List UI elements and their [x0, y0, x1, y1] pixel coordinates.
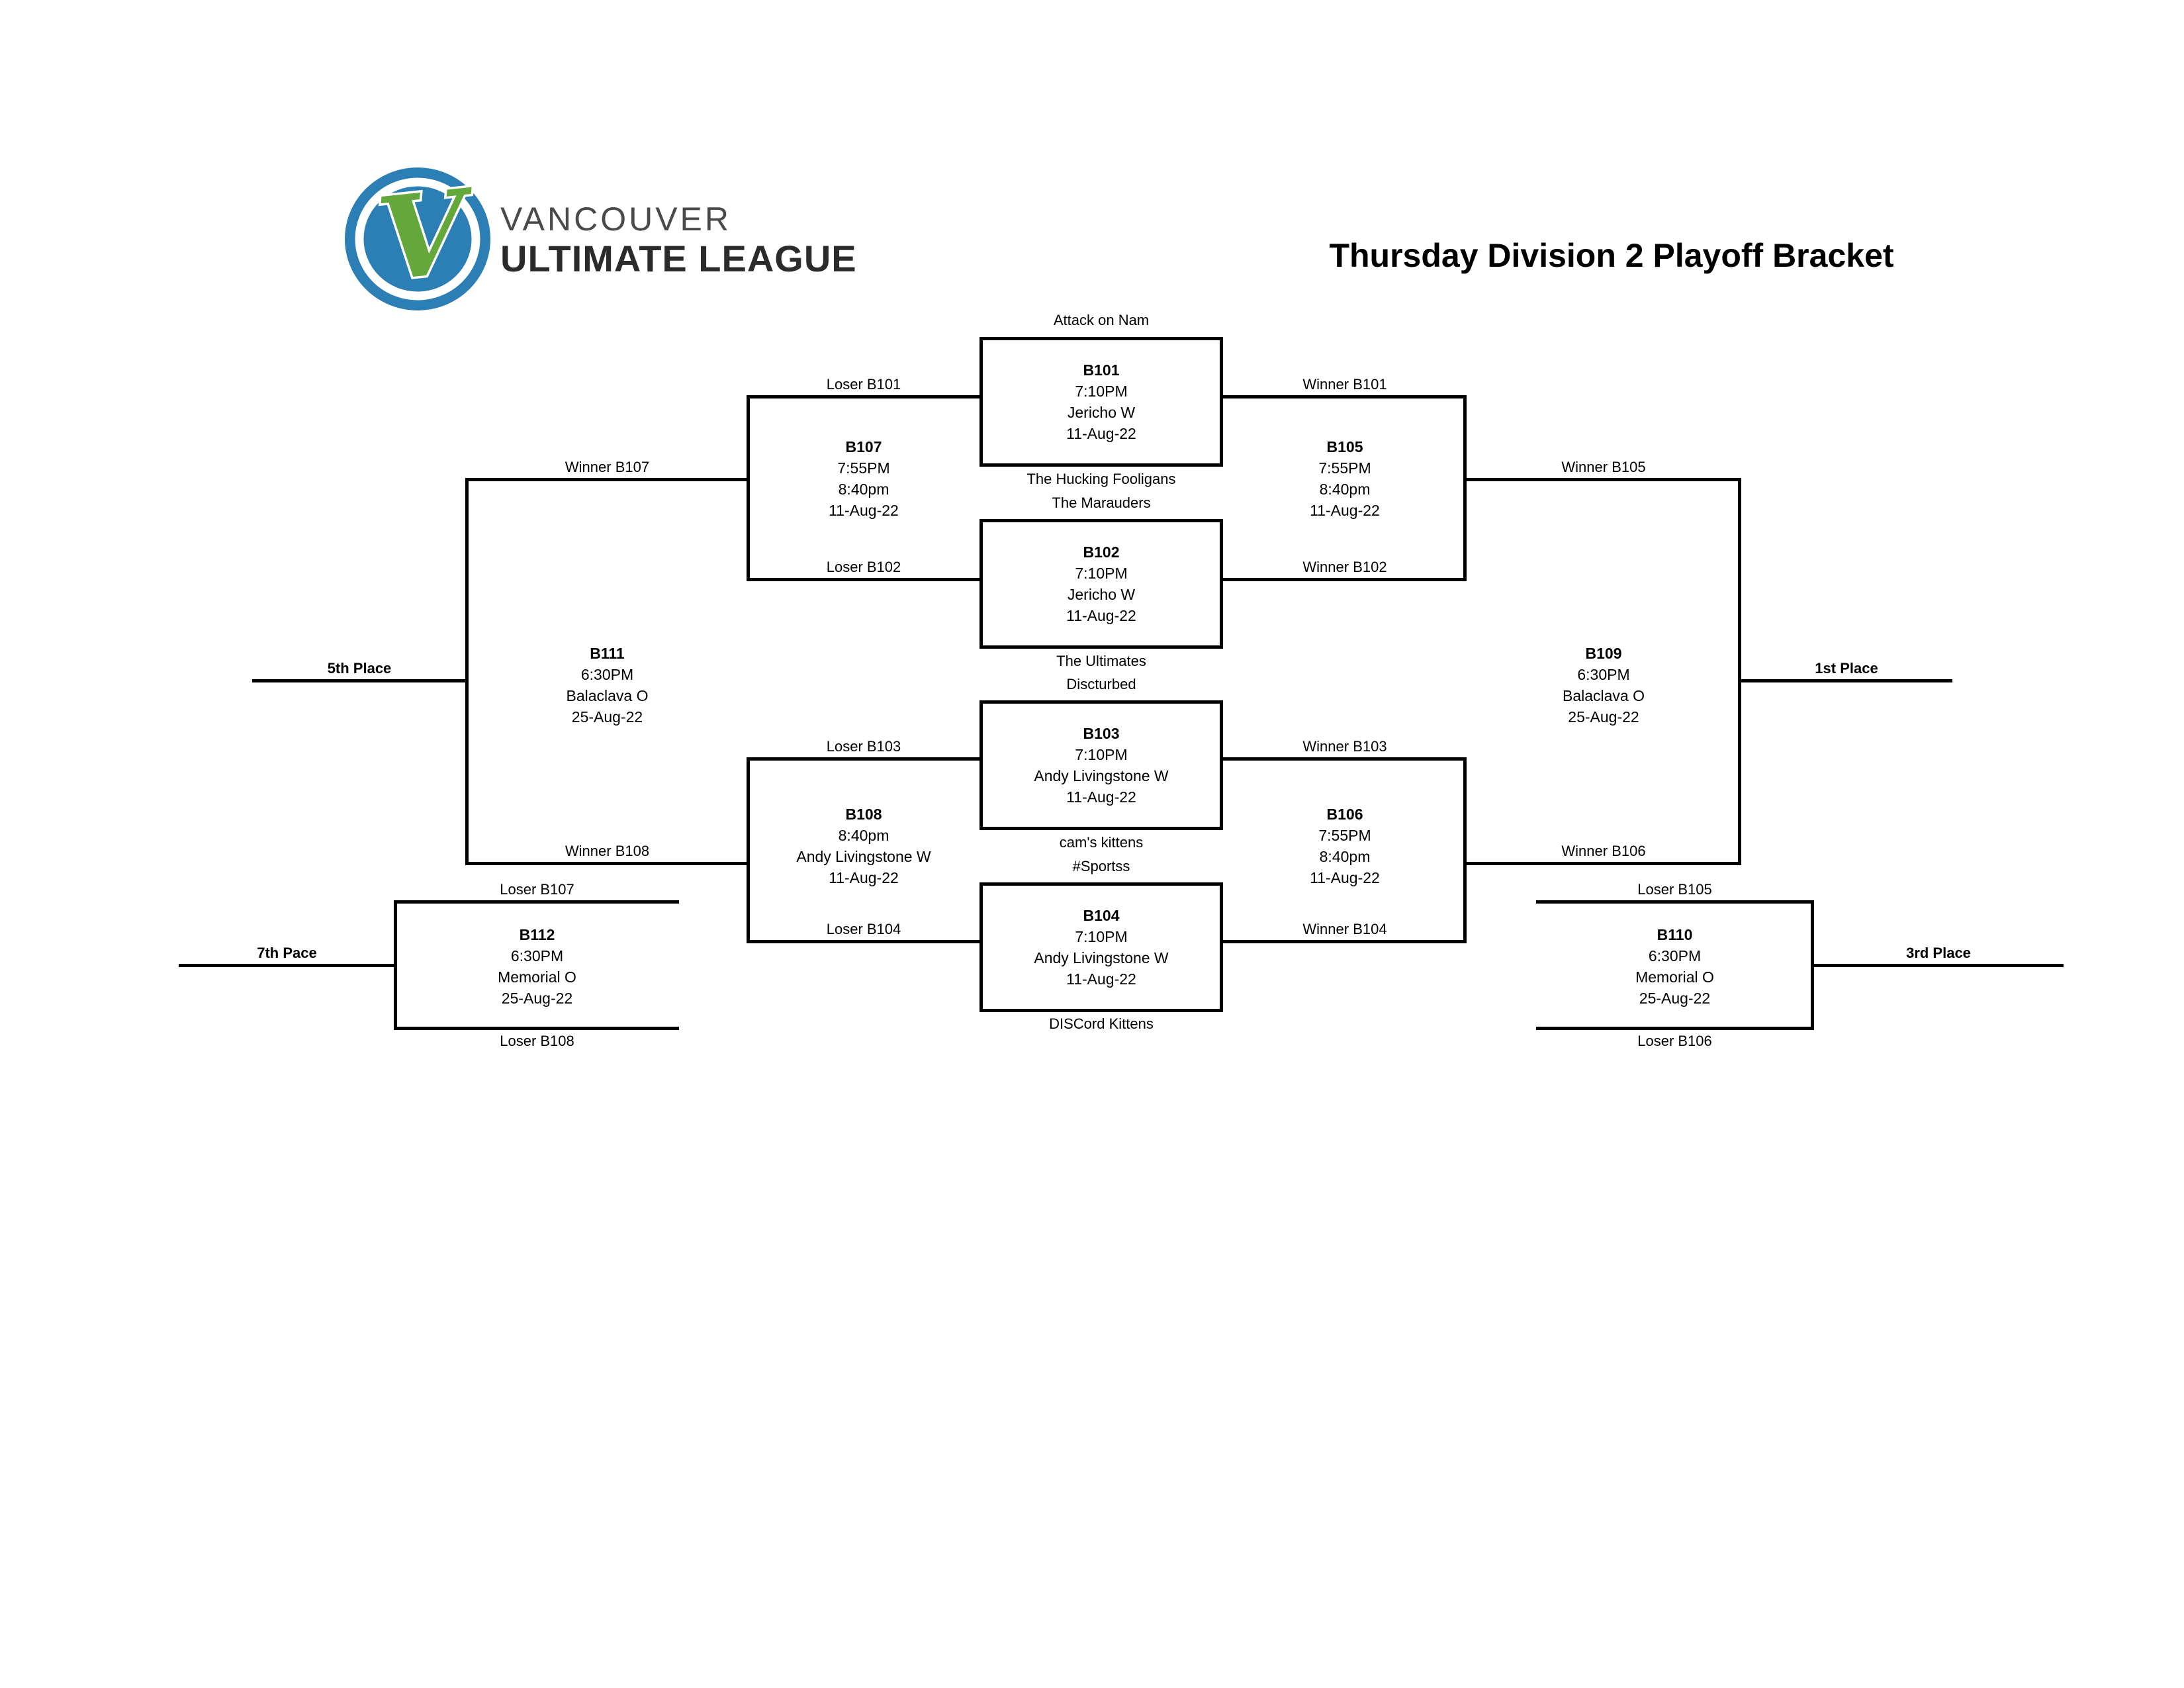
b107-bracket-vertical — [747, 395, 750, 581]
match-date: 11-Aug-22 — [829, 869, 899, 886]
match-time: 6:30PM — [580, 666, 634, 683]
connector-label-winner-b101: Winner B101 — [1302, 376, 1387, 393]
b111-bracket-vertical — [465, 478, 469, 865]
match-id: B107 — [845, 438, 882, 455]
match-id: B112 — [519, 926, 555, 943]
match-time: 7:55PM — [837, 459, 890, 477]
b106-bracket-vertical — [1463, 757, 1467, 943]
match-time: 7:10PM — [1075, 746, 1128, 763]
team-name-discturbed: Discturbed — [1066, 676, 1136, 692]
match-time: 6:30PM — [510, 947, 564, 964]
loser-b104-line — [748, 940, 979, 943]
connector-label-winner-b104: Winner B104 — [1302, 921, 1387, 937]
loser-b101-line — [748, 395, 979, 399]
winner-b105-line — [1465, 478, 1741, 481]
match-venue: Andy Livingstone W — [796, 848, 931, 865]
match-time2: 8:40pm — [1319, 481, 1371, 498]
match-time: 8:40pm — [838, 827, 889, 844]
place-label-3rd: 3rd Place — [1906, 945, 1971, 961]
connector-label-winner-b103: Winner B103 — [1302, 738, 1387, 755]
b109-bracket-vertical — [1738, 478, 1741, 865]
connector-label-loser-b106: Loser B106 — [1637, 1033, 1712, 1049]
team-name-sportss: #Sportss — [1072, 858, 1130, 874]
loser-b106-line — [1536, 1027, 1813, 1030]
team-name-the-marauders: The Marauders — [1052, 494, 1151, 511]
winner-b101-line — [1223, 395, 1467, 399]
match-id: B110 — [1657, 926, 1693, 943]
match-text-b109 — [1467, 643, 1741, 727]
winner-b108-line — [467, 862, 749, 865]
loser-b108-line — [395, 1027, 679, 1030]
match-date: 25-Aug-22 — [1568, 708, 1639, 726]
team-name-cams-kittens: cam's kittens — [1059, 834, 1144, 851]
match-time: 6:30PM — [1577, 666, 1630, 683]
team-name-the-hucking-fooligans: The Hucking Fooligans — [1026, 471, 1176, 487]
place-label-7th: 7th Pace — [257, 945, 317, 961]
team-name-discord-kittens: DISCord Kittens — [1049, 1015, 1154, 1032]
b108-bracket-vertical — [747, 757, 750, 943]
connector-label-winner-b102: Winner B102 — [1302, 559, 1387, 575]
connector-label-winner-b108: Winner B108 — [565, 843, 650, 859]
match-venue: Jericho W — [1067, 404, 1136, 421]
match-text-b108 — [748, 804, 979, 888]
match-venue: Andy Livingstone W — [1034, 767, 1169, 784]
connector-label-winner-b106: Winner B106 — [1561, 843, 1646, 859]
connector-label-loser-b105: Loser B105 — [1637, 881, 1712, 898]
connector-label-loser-b101: Loser B101 — [826, 376, 901, 393]
winner-b107-line — [467, 478, 749, 481]
match-time: 6:30PM — [1648, 947, 1702, 964]
logo-wordmark-ultimate-league: ULTIMATE LEAGUE — [500, 238, 857, 279]
b112-bracket-vertical — [394, 900, 397, 1030]
match-time: 7:55PM — [1318, 827, 1371, 844]
match-box-b104 — [979, 882, 1223, 1012]
match-venue: Memorial O — [1635, 968, 1714, 986]
winner-b104-line — [1223, 940, 1467, 943]
match-time2: 8:40pm — [1319, 848, 1371, 865]
match-id: B102 — [1083, 543, 1120, 561]
b110-bracket-vertical — [1811, 900, 1814, 1030]
winner-b106-line — [1465, 862, 1741, 865]
team-name-the-ultimates: The Ultimates — [1056, 653, 1146, 669]
match-id: B101 — [1083, 361, 1120, 379]
connector-label-loser-b107: Loser B107 — [500, 881, 574, 898]
match-venue: Memorial O — [498, 968, 576, 986]
connector-label-loser-b102: Loser B102 — [826, 559, 901, 575]
match-venue: Andy Livingstone W — [1034, 949, 1169, 966]
fifth-place-line — [252, 679, 468, 682]
match-id: B109 — [1585, 645, 1622, 662]
match-time: 7:10PM — [1075, 383, 1128, 400]
match-date: 11-Aug-22 — [1066, 788, 1136, 806]
match-text-b110 — [1536, 924, 1813, 1009]
match-text-b112 — [395, 924, 679, 1009]
match-id: B104 — [1083, 907, 1120, 924]
connector-label-winner-b107: Winner B107 — [565, 459, 650, 475]
match-date: 11-Aug-22 — [1066, 425, 1136, 442]
match-text-b111 — [467, 643, 748, 727]
match-time: 7:10PM — [1075, 565, 1128, 582]
team-name-attack-on-nam: Attack on Nam — [1053, 312, 1150, 328]
match-date: 11-Aug-22 — [1310, 502, 1380, 519]
winner-b102-line — [1223, 578, 1467, 581]
winner-b103-line — [1223, 757, 1467, 761]
match-id: B105 — [1326, 438, 1363, 455]
match-id: B103 — [1083, 725, 1120, 742]
vul-logo-mark — [341, 164, 494, 314]
match-date: 25-Aug-22 — [1639, 990, 1711, 1007]
match-id: B108 — [845, 806, 882, 823]
match-time: 7:55PM — [1318, 459, 1371, 477]
first-place-line — [1739, 679, 1952, 682]
match-text-b106 — [1223, 804, 1467, 888]
match-date: 11-Aug-22 — [1066, 607, 1136, 624]
connector-label-winner-b105: Winner B105 — [1561, 459, 1646, 475]
loser-b103-line — [748, 757, 979, 761]
match-text-b107 — [748, 436, 979, 521]
match-box-b103 — [979, 700, 1223, 830]
match-date: 11-Aug-22 — [829, 502, 899, 519]
match-id: B106 — [1326, 806, 1363, 823]
logo-wordmark-vancouver: VANCOUVER — [500, 201, 732, 238]
match-id: B111 — [590, 645, 625, 662]
connector-label-loser-b104: Loser B104 — [826, 921, 901, 937]
connector-label-loser-b108: Loser B108 — [500, 1033, 574, 1049]
place-label-1st: 1st Place — [1815, 660, 1878, 677]
connector-label-loser-b103: Loser B103 — [826, 738, 901, 755]
match-date: 11-Aug-22 — [1066, 970, 1136, 988]
logo-v-monogram: V — [371, 164, 474, 307]
loser-b107-line — [395, 900, 679, 904]
place-label-5th: 5th Place — [327, 660, 392, 677]
loser-b105-line — [1536, 900, 1813, 904]
vul-logo — [341, 164, 494, 317]
page-title: Thursday Division 2 Playoff Bracket — [1329, 237, 1894, 274]
match-venue: Jericho W — [1067, 586, 1136, 603]
match-time2: 8:40pm — [838, 481, 889, 498]
match-box-b102 — [979, 519, 1223, 649]
match-time: 7:10PM — [1075, 928, 1128, 945]
match-date: 11-Aug-22 — [1310, 869, 1380, 886]
match-date: 25-Aug-22 — [571, 708, 643, 726]
loser-b102-line — [748, 578, 979, 581]
match-box-b101 — [979, 337, 1223, 467]
third-place-line — [1812, 964, 2064, 967]
seventh-place-line — [179, 964, 396, 967]
match-venue: Balaclava O — [566, 687, 649, 704]
match-date: 25-Aug-22 — [501, 990, 573, 1007]
match-venue: Balaclava O — [1562, 687, 1645, 704]
match-text-b105 — [1223, 436, 1467, 521]
b105-bracket-vertical — [1463, 395, 1467, 581]
